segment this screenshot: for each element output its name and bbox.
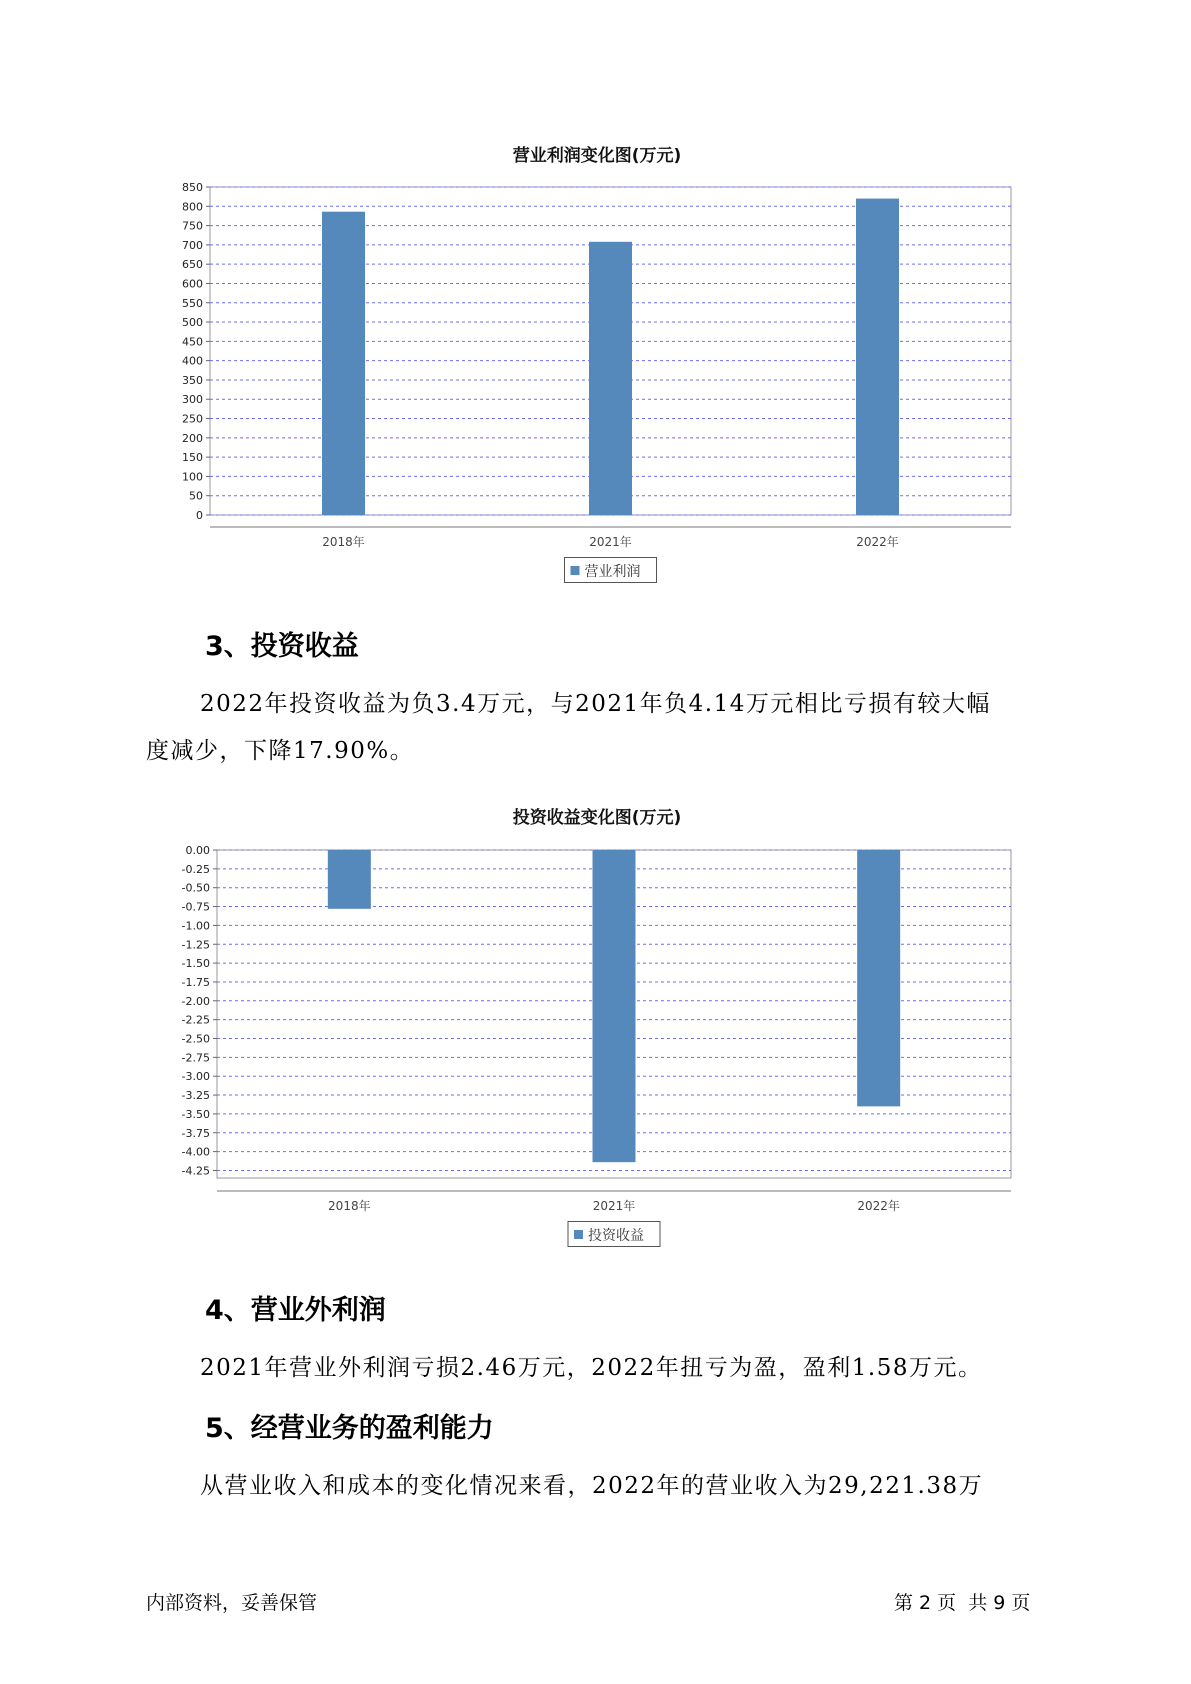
legend-label: 投资收益	[588, 1228, 644, 1244]
y-tick-label: -3.25	[181, 1089, 210, 1103]
y-tick-label: -0.25	[181, 862, 210, 876]
y-tick-label: 850	[182, 181, 203, 194]
y-tick-label: 450	[182, 335, 203, 349]
y-tick-label: 750	[182, 219, 203, 233]
y-tick-label: 600	[182, 277, 203, 291]
y-tick-label: 350	[182, 373, 203, 387]
y-tick-label: -1.00	[181, 919, 210, 933]
section-heading-investment-income: 3、投资收益	[205, 631, 359, 662]
y-tick-label: -3.50	[181, 1107, 210, 1121]
y-tick-label: 650	[182, 258, 203, 272]
y-tick-label: -4.00	[181, 1145, 210, 1159]
paragraph-line: 度减少，下降17.90%。	[146, 738, 415, 764]
footer-confidential-note: 内部资料，妥善保管	[146, 1592, 318, 1614]
y-tick-label: 550	[182, 296, 203, 310]
y-tick-label: 0.00	[185, 844, 210, 857]
footer-page-number: 第 2 页 共 9 页	[894, 1592, 1031, 1614]
y-tick-label: 300	[182, 393, 203, 407]
y-tick-label: -0.75	[181, 900, 210, 914]
y-tick-label: 0	[196, 509, 203, 522]
y-tick-label: 800	[182, 200, 203, 214]
paragraph-line: 从营业收入和成本的变化情况来看，2022年的营业收入为29,221.38万	[200, 1473, 984, 1499]
x-tick-label: 2018年	[322, 535, 365, 549]
paragraph-line: 2022年投资收益为负3.4万元，与2021年负4.14万元相比亏损有较大幅	[200, 691, 991, 717]
chart-title: 投资收益变化图(万元)	[512, 808, 682, 828]
y-tick-label: -1.25	[181, 938, 210, 952]
y-tick-label: -2.50	[181, 1032, 210, 1046]
section-heading-non-operating-profit: 4、营业外利润	[205, 1295, 386, 1326]
y-tick-label: 250	[182, 412, 203, 426]
y-tick-label: 50	[189, 489, 203, 503]
y-tick-label: 500	[182, 316, 203, 330]
y-tick-label: -0.50	[181, 881, 210, 895]
chart-title: 营业利润变化图(万元)	[512, 146, 682, 166]
paragraph-line: 2021年营业外利润亏损2.46万元，2022年扭亏为盈，盈利1.58万元。	[200, 1355, 983, 1381]
x-tick-label: 2018年	[328, 1199, 371, 1213]
bar	[593, 850, 636, 1162]
bar	[328, 850, 371, 909]
y-tick-label: 150	[182, 451, 203, 465]
y-tick-label: 200	[182, 431, 203, 445]
y-tick-label: -2.00	[181, 994, 210, 1008]
y-tick-label: -3.00	[181, 1070, 210, 1084]
section-heading-profitability: 5、经营业务的盈利能力	[205, 1413, 494, 1444]
y-tick-label: -1.75	[181, 975, 210, 989]
x-tick-label: 2022年	[856, 535, 899, 549]
y-tick-label: 400	[182, 354, 203, 368]
x-tick-label: 2022年	[857, 1199, 900, 1213]
y-tick-label: -2.25	[181, 1013, 210, 1027]
y-tick-label: -4.25	[181, 1164, 210, 1178]
x-tick-label: 2021年	[592, 1199, 636, 1213]
y-tick-label: -3.75	[181, 1126, 210, 1140]
bar	[857, 850, 900, 1106]
y-tick-label: -2.75	[181, 1051, 210, 1065]
y-tick-label: -1.50	[181, 957, 210, 971]
y-tick-label: 700	[182, 238, 203, 252]
legend-swatch	[574, 1230, 583, 1239]
y-tick-label: 100	[182, 470, 203, 484]
x-tick-label: 2021年	[589, 535, 632, 549]
legend-label: 营业利润	[584, 564, 641, 580]
